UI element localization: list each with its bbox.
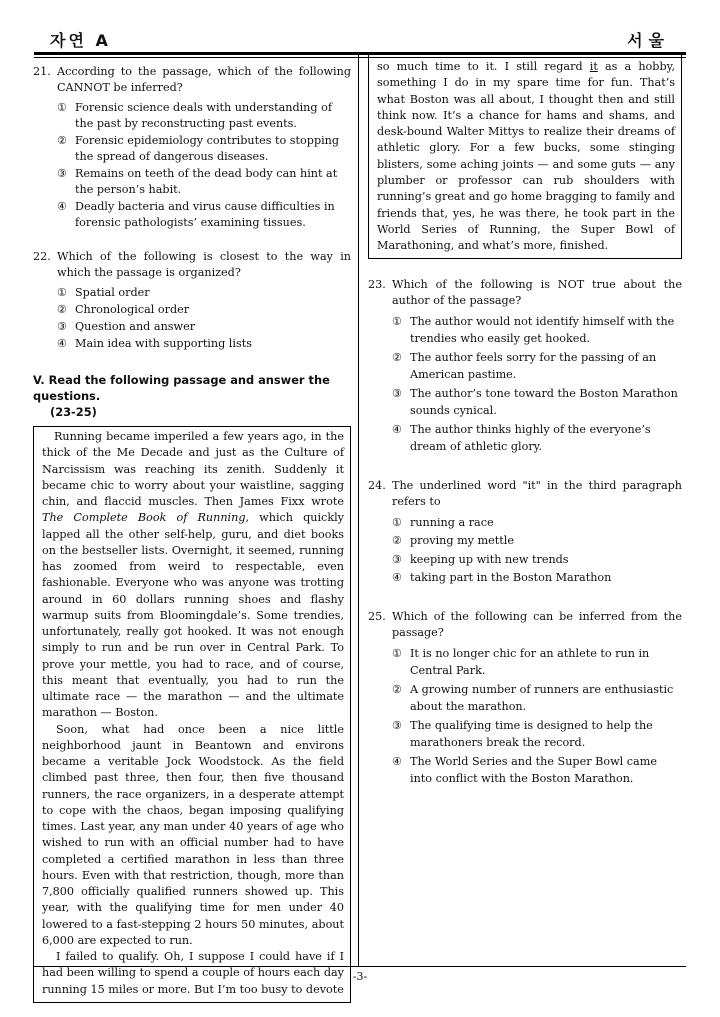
option-text: Chronological order [75,303,190,316]
question-number: 23. [368,277,386,291]
option[interactable] [33,319,351,335]
option-mark: ① [57,101,68,114]
option[interactable] [368,313,682,348]
option-mark: ④ [392,571,403,585]
question-stem: Which of the following is NOT true about the author of the passage? [392,277,682,307]
page-number: -3- [352,970,368,983]
passage-paragraph-3: I failed to qualify. Oh, I suppose I could have if I had been willing to spend a couple of hours each day running 15 miles or more. But I’m too busy to devote [42,950,344,996]
question-stem: Which of the following can be inferred from the passage? [392,609,682,639]
passage-text: as a hobby, something I do in my spare time for fun. That’s what Boston was all about, I thought then and still think now. It’s a chance for hams and shams, and desk-bound Walter Mittys to realize their dreams of athletic glory. For a few bucks, some stinging blisters, some aching joints — and some guts — any plumber or professor can rub shoulders with running’s great and go home bragging to family and friends that, yes, he was there, he took part in the World Series of Running, the Super Bowl of Marathoning, and what’s more, finished. [377,60,676,253]
option[interactable] [368,717,682,752]
option-text: The author thinks highly of the everyone’s dream of athletic glory. [410,422,651,454]
option-mark: ④ [57,337,68,350]
question-number: 21. [33,65,51,78]
section-range: (23-25) [50,405,97,419]
column-divider [358,52,359,966]
option-mark: ② [57,303,68,316]
option[interactable] [368,385,682,420]
option-mark: ① [57,286,68,299]
option[interactable] [368,753,682,788]
option-mark: ② [392,534,403,548]
option-text: keeping up with new trends [410,552,569,566]
option-text: The author would not identify himself with the trendies who easily get hooked. [410,314,675,346]
option[interactable] [33,133,351,165]
option[interactable] [368,681,682,716]
option-text: Question and answer [75,320,196,333]
question-24 [368,478,682,587]
option-mark: ② [57,134,68,147]
header-school: 서울 [627,31,670,50]
option-text: The qualifying time is designed to help the marathoners break the record. [410,718,653,750]
option-text: Deadly bacteria and virus cause difficulties in forensic pathologists’ examining tissues. [75,200,335,229]
option[interactable] [33,302,351,318]
question-number: 24. [368,478,386,492]
section-instruction: V. Read the following passage and answer the questions. [33,373,330,403]
option-text: It is no longer chic for an athlete to run in Central Park. [410,646,650,678]
option-mark: ③ [57,167,68,180]
option[interactable] [368,645,682,680]
option-mark: ③ [392,552,403,566]
option[interactable] [33,100,351,132]
option[interactable] [33,166,351,198]
passage-paragraph-1 [42,429,344,722]
question-23 [368,277,682,456]
option-mark: ① [392,515,403,529]
option-text: Spatial order [75,286,150,299]
option-list [33,100,351,231]
option-text: The author’s tone toward the Boston Marathon sounds cynical. [410,386,678,418]
option-mark: ③ [392,386,403,400]
option-mark: ③ [57,320,68,333]
passage-text: Running became imperiled a few years ago, in the thick of the Me Decade and just as the Culture of Narcissism was reaching its zenith. Suddenly it became chic to worry about your waistline, sagging chin, and flaccid muscles. Then James Fixx wrote [42,430,344,508]
question-22 [33,249,351,352]
option-text: A growing number of runners are enthusiastic about the marathon. [410,682,674,714]
option-mark: ③ [392,718,403,732]
passage-text: , which quickly lapped all the other self-help, guru, and diet books on the bestseller lists. Overnight, it seemed, running has zoomed from weird to respectable, even fashionable. Everyone who was anyone was trotting around in 60 dollars running shoes and flashy warmup suits from Bloomingdale’s. Some trendies, unfortunately, really got hooked. It was not enough simply to run and be run over in Central Park. To prove your mettle, you had to race, and of course, this meant that eventually, you had to run the ultimate race — the marathon — and the ultimate marathon — Boston. [42,511,344,720]
option[interactable] [368,421,682,456]
question-25 [368,609,682,788]
passage-text: so much time to it. I still regard [377,60,590,73]
option-list [33,285,351,352]
option-mark: ② [392,682,403,696]
option-mark: ② [392,350,403,364]
option-mark: ④ [57,200,68,213]
option-list [368,514,682,587]
option[interactable] [368,532,682,550]
book-title: The Complete Book of Running [42,511,246,525]
option[interactable] [368,514,682,532]
option-mark: ① [392,646,403,660]
footer-rule [34,966,686,967]
option[interactable] [368,569,682,587]
option-list [368,645,682,788]
option[interactable] [33,285,351,301]
option-text: taking part in the Boston Marathon [410,571,612,585]
option-mark: ④ [392,754,403,768]
question-number: 22. [33,250,51,263]
option[interactable] [368,551,682,569]
option-text: The author feels sorry for the passing of an American pastime. [410,350,657,382]
reading-passage [33,426,351,1003]
header-subject: 자연 A [50,31,111,50]
passage-paragraph-2: Soon, what had once been a nice little neighborhood jaunt in Beantown and environs became a veritable Jock Woodstock. As the field climbed past three, then four, then five thousand runners, the race organizers, in a desperate attempt to cope with the chaos, began imposing qualifying times. Last year, any man under 40 years of age who wished to run with an official number had to have completed a certified marathon in less than three hours. Even with that restriction, though, more than 7,800 officially qualified runners showed up. This year, with the qualifying time for men under 40 lowered to a fast-stepping 2 hours 50 minutes, about 6,000 are expected to run. [42,722,344,947]
question-stem: Which of the following is closest to the way in which the passage is organized? [57,250,351,279]
option-list [368,313,682,456]
question-number: 25. [368,609,386,623]
option-text: running a race [410,515,494,529]
option-mark: ④ [392,422,403,436]
left-column [33,64,351,1003]
option-text: The World Series and the Super Bowl came into conflict with the Boston Marathon. [410,754,657,786]
option-text: Forensic epidemiology contributes to stopping the spread of dangerous diseases. [75,134,340,163]
right-column [368,55,682,789]
option-text: Main idea with supporting lists [75,337,252,350]
option[interactable] [33,336,351,352]
option-text: Forensic science deals with understanding of the past by reconstructing past events. [75,101,332,130]
page-header [36,26,684,50]
reading-passage-continued [368,55,682,259]
section-heading [33,372,351,420]
option-mark: ① [392,314,403,328]
underlined-word: it [589,60,598,73]
question-stem: According to the passage, which of the following CANNOT be inferred? [57,65,351,94]
option-text: Remains on teeth of the dead body can hint at the person’s habit. [75,167,338,196]
question-21 [33,64,351,231]
option[interactable] [368,349,682,384]
option[interactable] [33,199,351,231]
option-text: proving my mettle [410,534,514,548]
question-stem: The underlined word "it" in the third paragraph refers to [392,478,682,508]
